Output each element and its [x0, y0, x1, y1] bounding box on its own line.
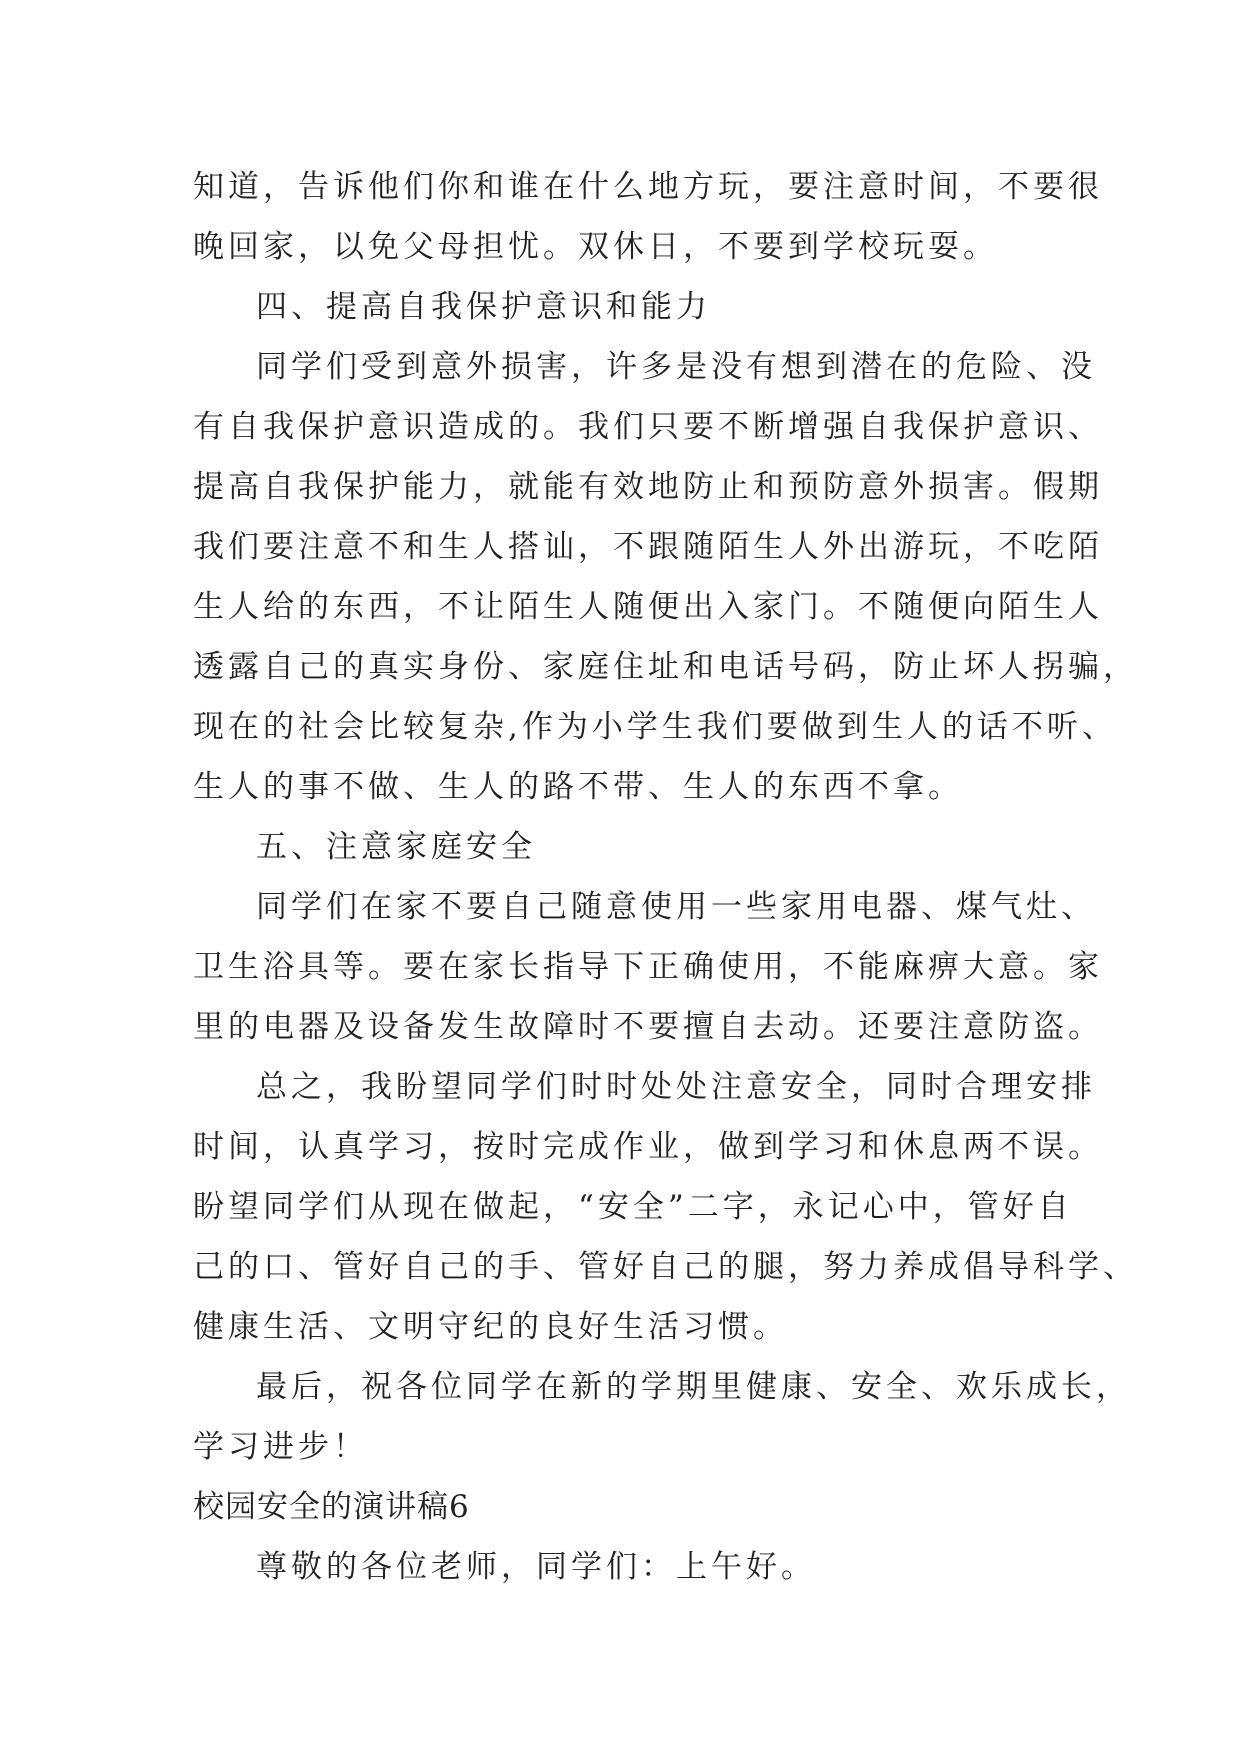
text-line: 晚回家，以免父母担忧。双休日，不要到学校玩耍。 — [193, 229, 998, 265]
text-line: 五、注意家庭安全 — [256, 829, 536, 865]
text-line: 同学们在家不要自己随意使用一些家用电器、煤气灶、 — [256, 889, 1096, 925]
text-line: 四、提高自我保护意识和能力 — [256, 289, 711, 325]
text-line: 透露自己的真实身份、家庭住址和电话号码，防止坏人拐骗， — [193, 649, 1138, 685]
text-line: 生人的事不做、生人的路不带、生人的东西不拿。 — [193, 769, 963, 805]
text-line: 己的口、管好自己的手、管好自己的腿，努力养成倡导科学、 — [193, 1249, 1138, 1285]
text-line: 健康生活、文明守纪的良好生活习惯。 — [193, 1309, 788, 1345]
text-line: 卫生浴具等。要在家长指导下正确使用，不能麻痹大意。家 — [193, 949, 1103, 985]
section-title: 校园安全的演讲稿6 — [193, 1489, 470, 1525]
text-line: 有自我保护意识造成的。我们只要不断增强自我保护意识、 — [193, 409, 1103, 445]
document-body — [193, 157, 1138, 1597]
text-line: 同学们受到意外损害，许多是没有想到潜在的危险、没 — [256, 349, 1096, 385]
text-line: 时间，认真学习，按时完成作业，做到学习和休息两不误。 — [193, 1129, 1103, 1165]
text-line: 我们要注意不和生人搭讪，不跟随陌生人外出游玩，不吃陌 — [193, 529, 1103, 565]
text-line: 总之，我盼望同学们时时处处注意安全，同时合理安排 — [256, 1069, 1096, 1105]
text-line: 学习进步！ — [193, 1429, 368, 1465]
text-line: 提高自我保护能力，就能有效地防止和预防意外损害。假期 — [193, 469, 1103, 505]
text-line: 里的电器及设备发生故障时不要擅自去动。还要注意防盗。 — [193, 1009, 1103, 1045]
text-line: 尊敬的各位老师，同学们：上午好。 — [256, 1549, 816, 1585]
text-line: 盼望同学们从现在做起，“安全”二字，永记心中，管好自 — [193, 1189, 1073, 1225]
text-line: 生人给的东西，不让陌生人随便出入家门。不随便向陌生人 — [193, 589, 1103, 625]
text-line: 知道，告诉他们你和谁在什么地方玩，要注意时间，不要很 — [193, 169, 1103, 205]
text-line: 最后，祝各位同学在新的学期里健康、安全、欢乐成长， — [256, 1369, 1131, 1405]
text-line: 现在的社会比较复杂,作为小学生我们要做到生人的话不听、 — [193, 709, 1117, 745]
